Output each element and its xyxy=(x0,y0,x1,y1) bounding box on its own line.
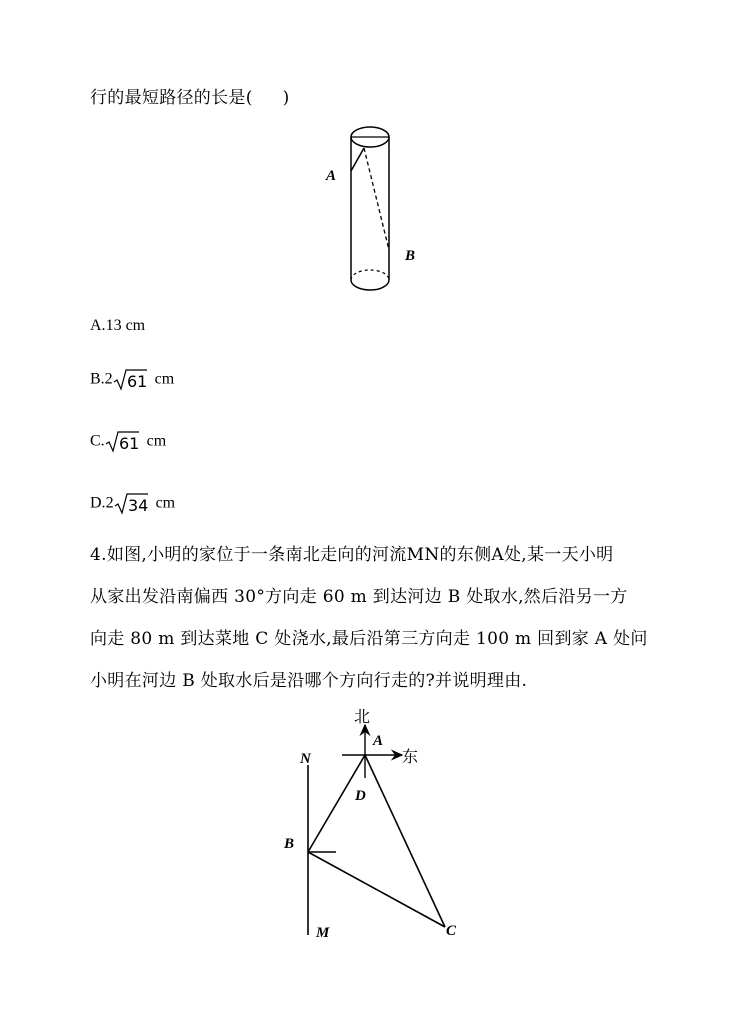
label-north: 北 xyxy=(354,707,371,726)
question3-stem-text: 行的最短路径的长是( xyxy=(90,88,253,108)
question4-line-3: 向走 80 m 到达菜地 C 处浇水,最后沿第三方向走 100 m 回到家 A 处问 xyxy=(90,629,648,649)
segment-bc xyxy=(308,852,445,927)
option-a-prefix: A. xyxy=(90,317,106,334)
option-b-radicand: 61 xyxy=(126,372,147,391)
sqrt-symbol xyxy=(113,369,147,391)
label-east: 东 xyxy=(402,747,419,766)
question4-line-1: 4.如图,小明的家位于一条南北走向的河流MN的东侧A处,某一天小明 xyxy=(90,545,614,565)
option-d-unit: cm xyxy=(155,494,176,512)
sqrt-symbol xyxy=(114,493,148,515)
option-d-coef: 2 xyxy=(105,494,114,512)
option-d-prefix: D. xyxy=(90,494,106,512)
option-b-prefix: B. xyxy=(90,370,105,388)
option-a xyxy=(90,316,145,336)
label-b: B xyxy=(284,836,295,852)
question3-stem-close: ) xyxy=(282,88,290,108)
segment-ac xyxy=(365,755,445,927)
option-c-radicand: 61 xyxy=(118,434,139,453)
question4-line-4: 小明在河边 B 处取水后是沿哪个方向行走的?并说明理由. xyxy=(90,671,528,691)
cylinder-bottom-back xyxy=(351,270,389,280)
question4-line-2: 从家出发沿南偏西 30°方向走 60 m 到达河边 B 处取水,然后沿另一方 xyxy=(90,587,628,607)
option-b-coef: 2 xyxy=(104,370,113,388)
river-figure xyxy=(270,700,470,950)
cylinder-label-a: A xyxy=(326,168,337,184)
option-d xyxy=(90,493,175,515)
option-a-unit: cm xyxy=(125,317,146,334)
label-c: C xyxy=(446,923,457,939)
option-d-radicand: 34 xyxy=(127,496,148,515)
sqrt-symbol xyxy=(105,431,139,453)
path-top-to-b xyxy=(364,148,389,250)
question3-stem xyxy=(90,88,290,108)
cylinder-bottom-front xyxy=(351,280,389,290)
option-b-unit: cm xyxy=(154,370,175,388)
option-c-prefix: C. xyxy=(90,432,105,450)
cylinder-label-b: B xyxy=(405,248,416,264)
label-d: D xyxy=(355,788,366,804)
option-c xyxy=(90,431,166,453)
label-m: M xyxy=(316,925,330,941)
option-b xyxy=(90,369,174,391)
label-a: A xyxy=(373,733,384,749)
path-a-to-top xyxy=(351,148,364,171)
label-n: N xyxy=(300,751,311,767)
option-a-value: 13 xyxy=(105,317,122,334)
option-c-unit: cm xyxy=(146,432,167,450)
cylinder-figure xyxy=(320,118,430,303)
